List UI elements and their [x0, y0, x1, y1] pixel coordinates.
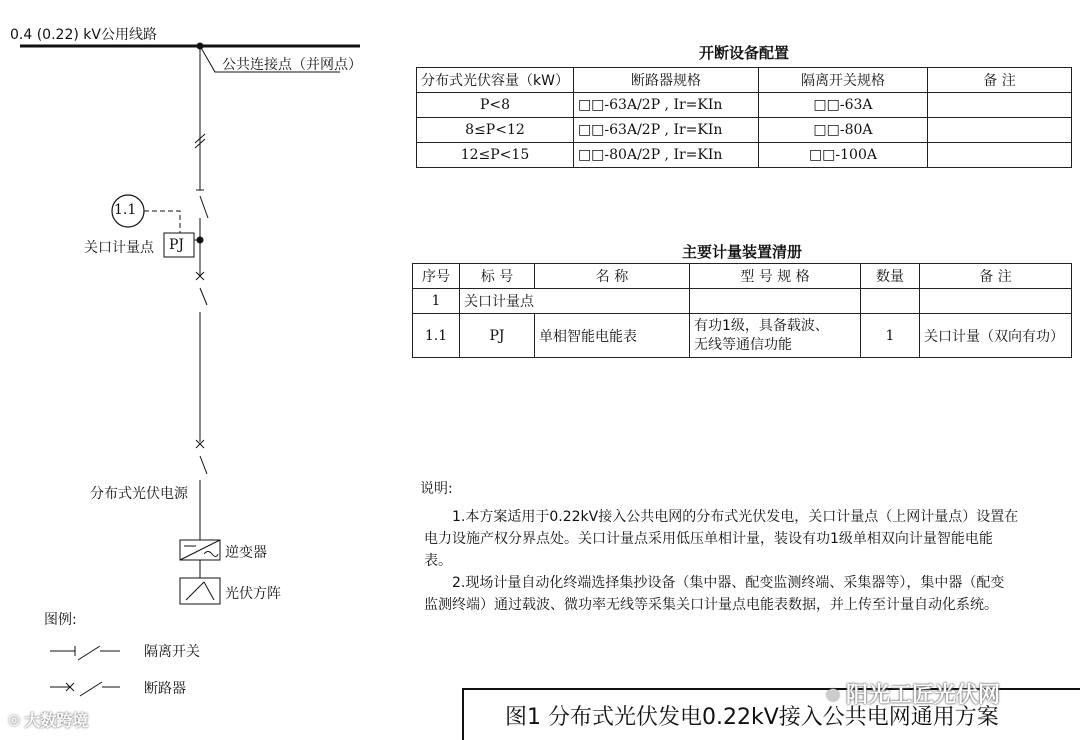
legend-isolator-label: 隔离开关 [144, 644, 200, 660]
notes [420, 478, 1070, 616]
cell-breaker: □□-80A/2P , Ir=KIn [573, 143, 758, 168]
legend-breaker-label: 断路器 [144, 681, 186, 697]
meter-box-label: PJ [169, 237, 185, 253]
cell-qty: 1 [861, 314, 920, 358]
cell-model-line1: 有功1级，具备载波、 [694, 317, 829, 334]
table-row [413, 314, 1072, 358]
header-model: 型 号 规 格 [690, 264, 861, 289]
cell-remark [927, 118, 1071, 143]
header-code: 标 号 [460, 264, 535, 289]
notes-line: 电力设施产权分界点处。关口计量点采用低压单相计量，装设有功1级单相双向计量智能电能 [424, 531, 993, 547]
cell-code: PJ [460, 314, 535, 358]
cell-capacity: P<8 [417, 93, 574, 118]
cell-remark [927, 143, 1071, 168]
switch-table-header [417, 68, 1072, 93]
switch-table [416, 67, 1072, 168]
wechat-icon: ● [826, 684, 840, 703]
pcc-label: 公共连接点（并网点） [222, 57, 362, 73]
isolating-switch-1 [200, 196, 208, 218]
cell-breaker: □□-63A/2P , Ir=KIn [573, 118, 758, 143]
table-row [413, 289, 1072, 314]
cell-remark [927, 93, 1071, 118]
cell-isolator: □□-100A [758, 143, 927, 168]
notes-line: 2.现场计量自动化终端选择集抄设备（集中器、配变监测终端、采集器等），集中器（配变 [452, 575, 1005, 591]
table-row [417, 93, 1072, 118]
weibo-icon: ◎ [8, 711, 21, 728]
switch-table-caption: 开断设备配置 [698, 44, 789, 62]
meter-table-header [413, 264, 1072, 289]
cell-capacity: 8≤P<12 [417, 118, 574, 143]
inverter-label: 逆变器 [225, 545, 267, 561]
cell-remark: 关口计量（双向有功） [920, 314, 1072, 358]
cell-name: 单相智能电能表 [535, 314, 690, 358]
pv-array-symbol [180, 578, 220, 604]
cell-isolator: □□-63A [758, 93, 927, 118]
figure-title: 图1 分布式光伏发电0.22kV接入公共电网通用方案 [505, 705, 999, 730]
meter-table [412, 263, 1072, 358]
meter-point-label: 关口计量点 [84, 240, 154, 256]
cell-code: 关口计量点 [460, 289, 690, 314]
watermark-right-text: 阳光工匠光伏网 [845, 683, 1000, 708]
notes-line: 1.本方案适用于0.22kV接入公共电网的分布式光伏发电，关口计量点（上网计量点）设置在 [452, 509, 1019, 525]
table-row [417, 143, 1072, 168]
legend-title: 图例: [44, 612, 77, 628]
cell-breaker: □□-63A/2P , Ir=KIn [573, 93, 758, 118]
notes-line: 表。 [424, 553, 452, 569]
cell-capacity: 12≤P<15 [417, 143, 574, 168]
table-row [417, 118, 1072, 143]
meter-circle-label: 1.1 [114, 202, 137, 218]
header-seq: 序号 [413, 264, 460, 289]
notes-title: 说明: [420, 481, 453, 497]
pv-source-label: 分布式光伏电源 [90, 486, 188, 502]
header-capacity: 分布式光伏容量（kW） [417, 68, 574, 93]
header-qty: 数量 [861, 264, 920, 289]
public-line-label: 0.4 (0.22) kV公用线路 [10, 27, 157, 43]
cell-model [690, 314, 861, 358]
cell-model-line2: 无线等通信功能 [694, 336, 792, 353]
header-remark: 备 注 [927, 68, 1071, 93]
watermark-left [8, 708, 88, 731]
watermark-left-text: 大数跨境 [24, 711, 89, 730]
header-isolator: 隔离开关规格 [758, 68, 927, 93]
pv-array-label: 光伏方阵 [225, 586, 281, 602]
notes-line: 监测终端）通过载波、微功率无线等采集关口计量点电能表数据，并上传至计量自动化系统。 [424, 597, 998, 613]
meter-table-caption: 主要计量装置清册 [681, 243, 802, 261]
header-breaker: 断路器规格 [573, 68, 758, 93]
cell-seq: 1 [413, 289, 460, 314]
cell-isolator: □□-80A [758, 118, 927, 143]
header-name: 名 称 [535, 264, 690, 289]
header-remark: 备 注 [920, 264, 1072, 289]
watermark-right [826, 678, 1000, 709]
cell-seq: 1.1 [413, 314, 460, 358]
